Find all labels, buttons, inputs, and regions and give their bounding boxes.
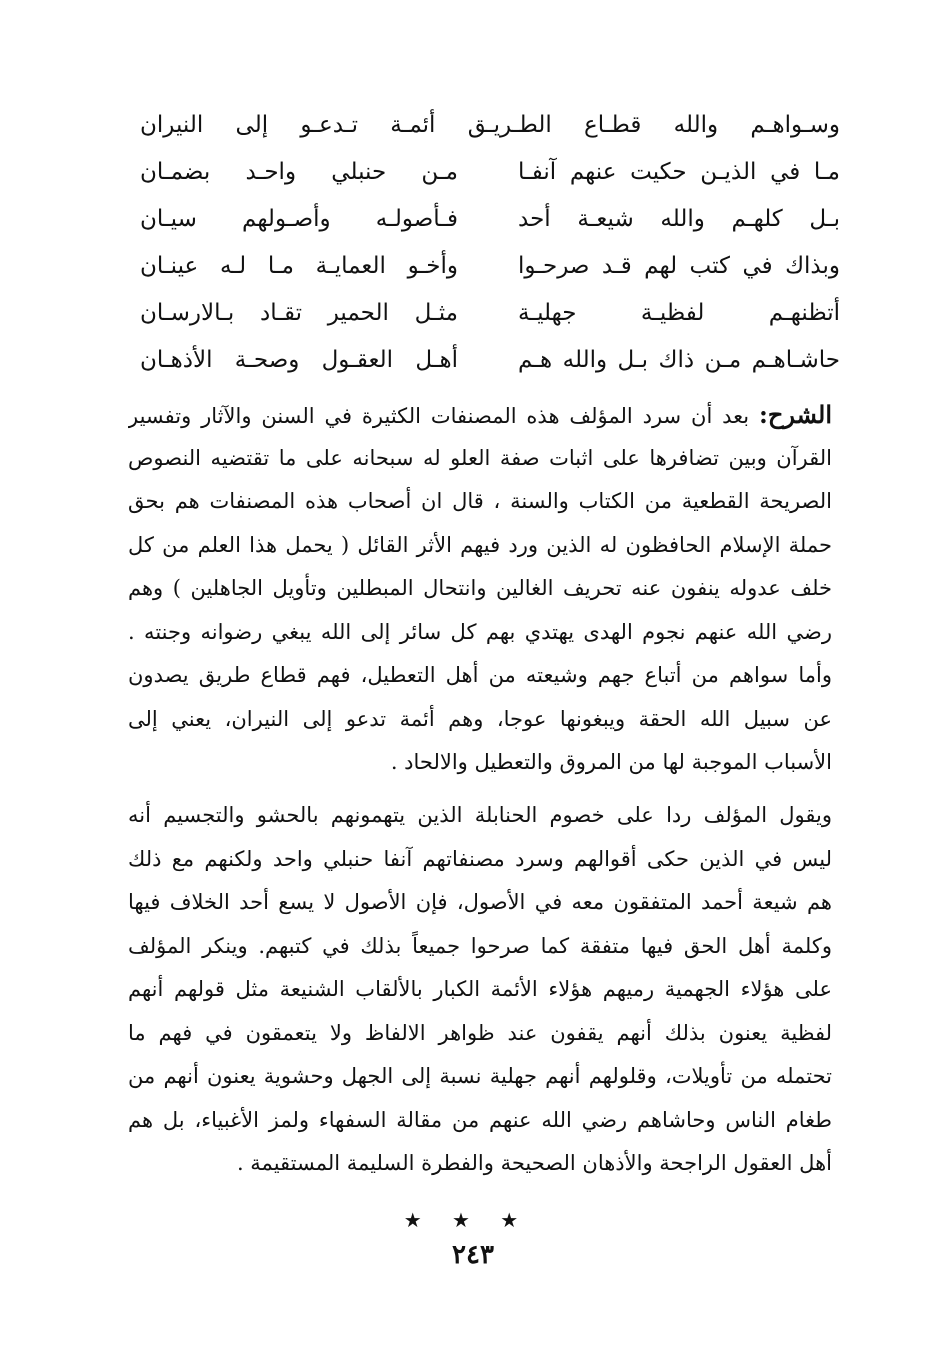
commentary-label: الشرح: xyxy=(759,400,832,429)
couplet-first-hemistich: مـا في الذيـن حكيت عنهم آنفـا xyxy=(518,159,840,185)
couplet xyxy=(140,196,840,243)
text-line: الصريحة القطعية من الكتاب والسنة ، قال ان أصحاب هذه المصنفات هم بحق xyxy=(128,489,832,513)
commentary-paragraph xyxy=(128,393,832,785)
verse-full-line: وسـواهـم والله قطـاع الطـريـق أئمـة تـدعـو إلى النيران xyxy=(140,112,840,138)
text-line: طغام الناس وحاشاهم رضي الله عنهم من مقالة السفهاء ولمز الأغبياء، بل هم xyxy=(128,1107,832,1132)
page-number: ٢٤٣ xyxy=(452,1240,494,1270)
text-line: ويقول المؤلف ردا على خصوم الحنابلة الذين يتهمونهم بالحشو والتجسيم أنه xyxy=(128,803,832,827)
text-line: رضي الله عنهم نجوم الهدى يهتدي بهم كل سائر إلى الله يبغي رضوانه وجنته . xyxy=(128,619,832,644)
text-line: أهل العقول الراجحة والأذهان الصحيحة والفطرة السليمة المستقيمة . xyxy=(236,1151,832,1175)
text-line: لفظية يعنون بذلك أنهم يقفون عند ظواهر الالفاظ ولا يتعمقون في فهم ما xyxy=(128,1020,832,1045)
text-line: الأسباب الموجبة لها من المروق والتعطيل والالحاد . xyxy=(390,750,832,774)
second-paragraph xyxy=(128,794,832,1186)
text-line: خلف عدوله ينفون عنه تحريف الغالين وانتحال المبطلين وتأويل الجاهلين ) وهم xyxy=(128,576,832,600)
couplet xyxy=(140,337,840,384)
text-line: هم شيعة أحمد المتفقون معه في الأصول، فإن الأصول لا يسع أحد الخلاف فيها xyxy=(128,890,832,914)
couplet-second-hemistich: فـأصولـه وأصـولهم سيـان xyxy=(140,206,458,232)
commentary-first-line xyxy=(128,393,832,437)
text-line: ليس في الذين حكى أقوالهم وسرد مصنفاتهم آنفا حنبلي واحد ولكنهم مع ذلك xyxy=(128,846,832,871)
couplet-first-hemistich: بـل كلهـم والله شيعـة أحد xyxy=(518,206,840,232)
commentary-first-line-text: بعد أن سرد المؤلف هذه المصنفات الكثيرة في السنن والآثار وتفسير xyxy=(128,404,760,428)
couplet-second-hemistich: مـن حنبلي واحـد بضمـان xyxy=(140,159,458,185)
text-line: حملة الإسلام الحافظون له الذين ورد فيهم الأثر القائل ( يحمل هذا العلم من كل xyxy=(128,532,832,557)
section-divider-stars: ★ ★ ★ xyxy=(403,1208,531,1232)
couplet-first-hemistich: أتظنهـم لفظيـة جهليـة xyxy=(518,300,840,326)
text-line: تحتمله من تأويلات، وقلولهم أنهم جهلية نسبة إلى الجهل وحشوية يعنون أنهم من xyxy=(128,1064,832,1088)
couplet xyxy=(140,243,840,290)
couplet xyxy=(140,290,840,337)
couplet-second-hemistich: مثـل الحمير تقـاد بـالارسـان xyxy=(140,300,458,326)
text-line: على هؤلاء الجهمية رميهم هؤلاء الأئمة الكبار بالألقاب الشنيعة مثل قولهم أنهم xyxy=(128,977,832,1001)
couplet-second-hemistich: أهـل العقـول وصحـة الأذهـان xyxy=(140,347,458,373)
text-line: عن سبيل الله الحقة ويبغونها عوجا، وهم أئمة تدعو إلى النيران، يعني إلى xyxy=(128,706,832,731)
text-line: وأما سواهم من أتباع جهم وشيعته من أهل التعطيل، فهم قطاع طريق يصدون xyxy=(128,663,832,687)
couplet-second-hemistich: وأخـو العمايـة مـا لـه عينـان xyxy=(140,253,458,279)
couplet-first-hemistich: حاشـاهـم مـن ذاك بـل والله هـم xyxy=(518,347,840,373)
text-line: القرآن وبين تضافرها على اثبات صفة العلو له سبحانه على ما تقتضيه النصوص xyxy=(128,445,832,470)
text-line: وكلمة أهل الحق فيها متفقة كما صرحوا جميعاً بذلك في كتبهم. وينكر المؤلف xyxy=(128,933,832,958)
couplet-first-hemistich: وبذاك في كتب لهم قـد صرحـوا xyxy=(518,253,840,279)
couplet xyxy=(140,149,840,196)
poem-verses xyxy=(140,102,840,384)
